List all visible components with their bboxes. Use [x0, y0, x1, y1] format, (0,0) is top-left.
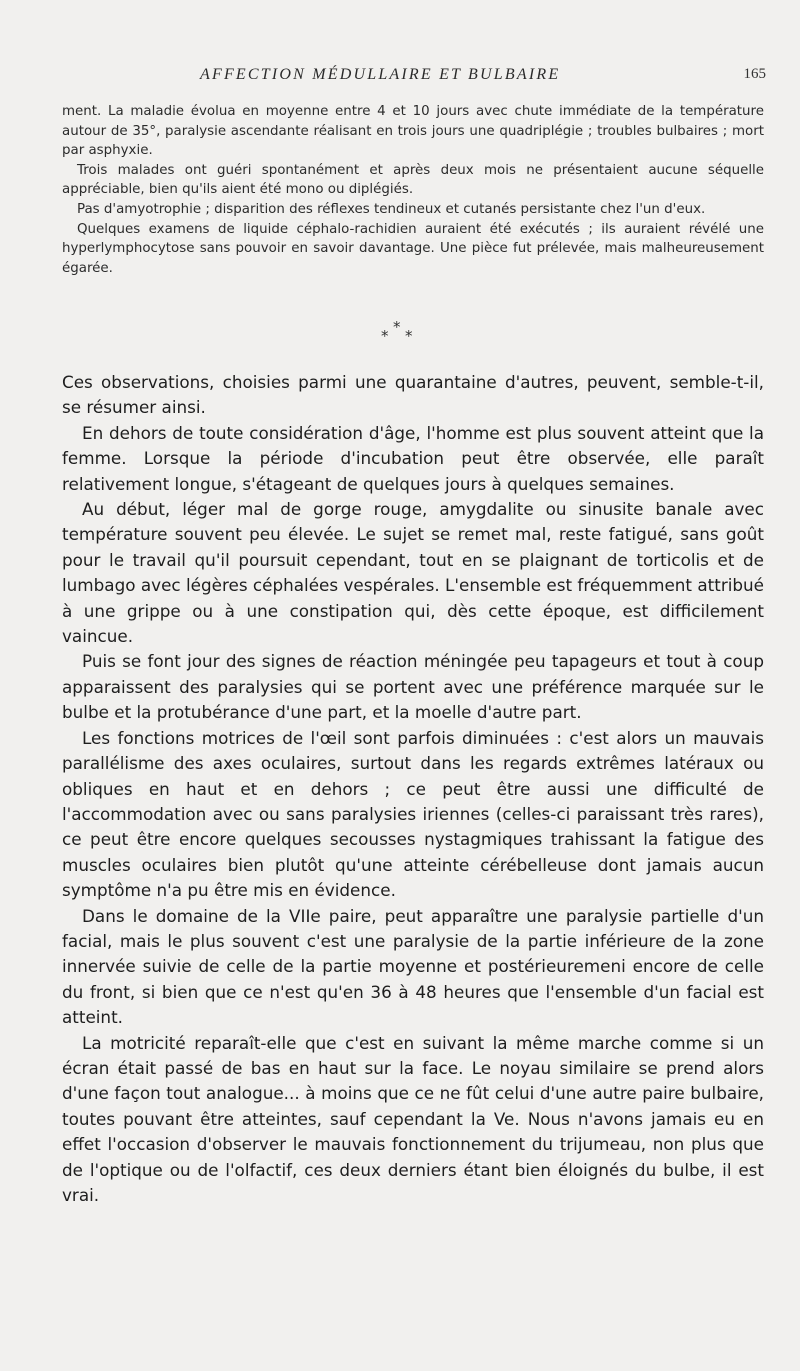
asterism-separator — [360, 318, 440, 348]
paragraph: En dehors de toute considération d'âge, l'homme est plus souvent atteint que la femme. Lorsque la période d'incubation peut être observée, elle paraît relativement longue, s'étageant de quelques jours à quelques semaines. — [62, 422, 764, 494]
running-title: AFFECTION MÉDULLAIRE ET BULBAIRE — [200, 66, 561, 83]
small-paragraph: ment. La maladie évolua en moyenne entre 4 et 10 jours avec chute immédiate de la température autour de 35°, paralysie ascendante réalisant en trois jours une quadriplégie ; troubles bulbaires ; mort par asphyxie. — [62, 104, 764, 159]
asterism-star: * — [405, 327, 413, 345]
paragraph: Ces observations, choisies parmi une quarantaine d'autres, peuvent, semble-t-il, se résumer ainsi. — [62, 372, 764, 418]
paragraph: Au début, léger mal de gorge rouge, amygdalite ou sinusite banale avec température souvent peu élevée. Le sujet se remet mal, reste fatigué, sans goût pour le travail qu'il poursuit cependant, tout en se plaignant de torticolis et de lumbago avec légères céphalées vespérales. L'ensemble est fréquemment attribué à une grippe ou à une constipation qui, dès cette époque, est difficilement vaincue. — [62, 499, 764, 647]
small-print-section — [62, 102, 764, 278]
page-number: 165 — [743, 66, 766, 82]
running-head — [0, 66, 800, 88]
asterism-star: * — [393, 318, 401, 336]
paragraph: Puis se font jour des signes de réaction méningée peu tapageurs et tout à coup apparaissent des paralysies qui se portent avec une préférence marquée sur le bulbe et la protubérance d'une part, et la moelle d'autre part. — [62, 651, 764, 723]
asterism-star: * — [381, 327, 389, 345]
paragraph: Dans le domaine de la VIIe paire, peut apparaître une paralysie partielle d'un facial, mais le plus souvent c'est une paralysie de la partie inférieure de la zone innervée suivie de celle de la partie moyenne et postérieuremeni encore de celle du front, si bien que ce n'est qu'en 36 à 48 heures que l'ensemble d'un facial est atteint. — [62, 905, 764, 1028]
small-paragraph: Quelques examens de liquide céphalo-rachidien auraient été exécutés ; ils auraient révélé une hyperlymphocytose sans pouvoir en savoir davantage. Une pièce fut prélevée, mais malheureusement égarée. — [62, 221, 764, 276]
small-paragraph: Trois malades ont guéri spontanément et après deux mois ne présentaient aucune séquelle appréciable, bien qu'ils aient été mono ou diplégiés. — [62, 162, 764, 198]
small-paragraph: Pas d'amyotrophie ; disparition des réflexes tendineux et cutanés persistante chez l'un d'eux. — [77, 201, 706, 217]
paragraph: Les fonctions motrices de l'œil sont parfois diminuées : c'est alors un mauvais parallélisme des axes oculaires, surtout dans les regards extrêmes latéraux ou obliques en haut et en dehors ; ce peut être aussi une difficulté de l'accommodation avec ou sans paralysies iriennes (celles-ci paraissant très rares), ce peut être encore quelques secousses nystagmiques trahissant la fatigue des muscles oculaires bien plutôt qu'une atteinte cérébelleuse dont jamais aucun symptôme n'a pu être mis en évidence. — [62, 727, 764, 901]
paragraph: La motricité reparaît-elle que c'est en suivant la même marche comme si un écran était passé de bas en haut sur la face. Le noyau similaire se prend alors d'une façon tout analogue... à moins que ce ne fût celui d'une autre paire bulbaire, toutes pouvant être atteintes, sauf cependant la Ve. Nous n'avons jamais eu en effet l'occasion d'observer le mauvais fonctionnement du trijumeau, non plus que de l'optique ou de l'olfactif, ces deux derniers étant bien éloignés du bulbe, il est vrai. — [62, 1032, 764, 1205]
main-text-section — [62, 370, 764, 1208]
